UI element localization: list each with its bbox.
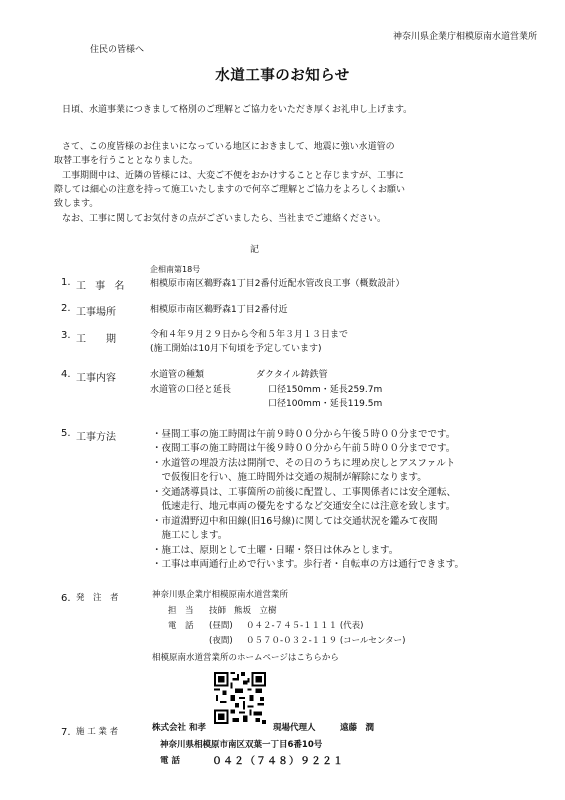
item-label-name: 工 事 名 [76,281,128,292]
phone-night-label: (夜間) [209,636,233,646]
paragraph-contact: なお、工事に関してお気付きの点がございましたら、当社までご連絡ください。 [62,214,387,224]
paragraph-purpose-line1: さて、この度皆様のお住まいになっている地区におきまして、地震に強い水道管の [62,142,395,152]
item-label-content: 工事内容 [76,373,116,384]
construction-period: 令和４年９月２９日から令和５年３月１３日まで [150,330,349,340]
contact-title: 技師 [209,606,227,616]
phone-day-label: (昼間) [209,621,233,631]
paragraph-purpose-line2: 取替工事を行うこととなりました。 [54,156,199,166]
item-label-period: 工 期 [76,334,116,345]
method-line: ・工事は車両通行止めで行います。歩行者・自転車の方は通行できます。 [152,559,464,570]
item-number: 4. [61,369,71,380]
issuing-office: 神奈川県企業庁相模原南水道営業所 [392,32,537,42]
contractor-phone-number[interactable]: ０４２（７４８）９２２１ [212,756,344,767]
page-title: 水道工事のお知らせ [215,68,350,84]
item-number: 2. [61,303,71,314]
site-agent-name: 遠藤 潤 [340,723,375,733]
phone-night-number[interactable]: ０５７０-０３２-１１９ (コールセンター) [246,636,406,646]
method-line: で仮復旧を行い、施工時間外は交通の規制が解除になります。 [152,472,427,483]
site-agent-label: 現場代理人 [273,723,316,733]
contract-number: 企相南第18号 [150,265,201,274]
paragraph-greeting: 日頃、水道事業につきまして格別のご理解とご協力をいただき厚くお礼申し上げます。 [62,105,413,115]
pipe-size-label: 水道管の口径と延長 [150,385,232,395]
item-label-contractor: 施 工 業 者 [76,727,119,737]
item-number: 3. [61,330,71,341]
pipe-size-2: 口径100mm・延長119.5m [268,399,383,409]
item-number: 6. [61,593,71,604]
construction-period-note: (施工開始は10月下旬頃を予定しています) [150,344,322,354]
method-line: ・市道淵野辺中和田線(旧16号線)に関しては交通状況を鑑みて夜間 [152,516,438,527]
qr-code[interactable] [214,672,266,724]
item-label-place: 工事場所 [76,307,116,318]
paragraph-apology-line2: 際しては細心の注意を持って施工いたしますので何卒ご理解とご協力をよろしくお願い [54,185,406,195]
construction-place: 相模原市南区鵜野森1丁目2番付近 [150,305,288,315]
method-line: ・施工は、原則として土曜・日曜・祭日は休みとします。 [152,545,399,556]
phone-label: 電 話 [168,621,194,631]
construction-name: 相模原市南区鵜野森1丁目2番付近配水管改良工事（概数設計） [150,279,405,289]
method-line: ・夜間工事の施工時間は午後９時００分から午前５時００分までです。 [152,443,456,454]
item-label-method: 工事方法 [76,432,116,443]
contractor-address: 神奈川県相模原市南区双葉一丁目6番10号 [160,740,323,750]
pipe-size-1: 口径150mm・延長259.7m [268,385,383,395]
ki-heading: 記 [250,245,260,255]
pipe-type-label: 水道管の種類 [150,370,205,380]
item-label-orderer: 発 注 者 [76,593,119,603]
item-number: 1. [61,277,71,288]
method-line: ・水道管の埋設方法は開削で、その日のうちに埋め戻しとアスファルト [152,458,456,469]
item-number: 5. [61,428,71,439]
contact-role: 担 当 [168,606,194,616]
phone-day-number[interactable]: ０４２-７４５-１１１１ (代表) [246,621,364,631]
contractor-company: 株式会社 和孝 [152,723,206,733]
homepage-note: 相模原南水道営業所のホームページはこちらから [152,653,339,663]
pipe-type-value: ダクタイル鋳鉄管 [256,370,328,380]
paragraph-apology-line1: 工事期間中は、近隣の皆様には、大変ご不便をおかけすることと存じますが、工事に [62,171,405,181]
orderer-office: 神奈川県企業庁相模原南水道営業所 [152,590,289,600]
contractor-phone-label: 電 話 [160,756,180,766]
method-line: 施工にします。 [152,530,228,541]
method-line: ・昼間工事の施工時間は午前９時００分から午後５時００分までです。 [152,429,456,440]
contact-name: 熊坂 立樹 [234,606,277,616]
method-line: 低速走行、地元車両の優先をするなど交通安全には注意を致します。 [152,501,456,512]
paragraph-apology-line3: 致します。 [54,199,99,209]
method-line: ・交通誘導員は、工事箇所の前後に配置し、工事関係者には安全運転、 [152,487,457,498]
item-number: 7. [61,727,71,738]
salutation: 住民の皆様へ [90,45,145,55]
